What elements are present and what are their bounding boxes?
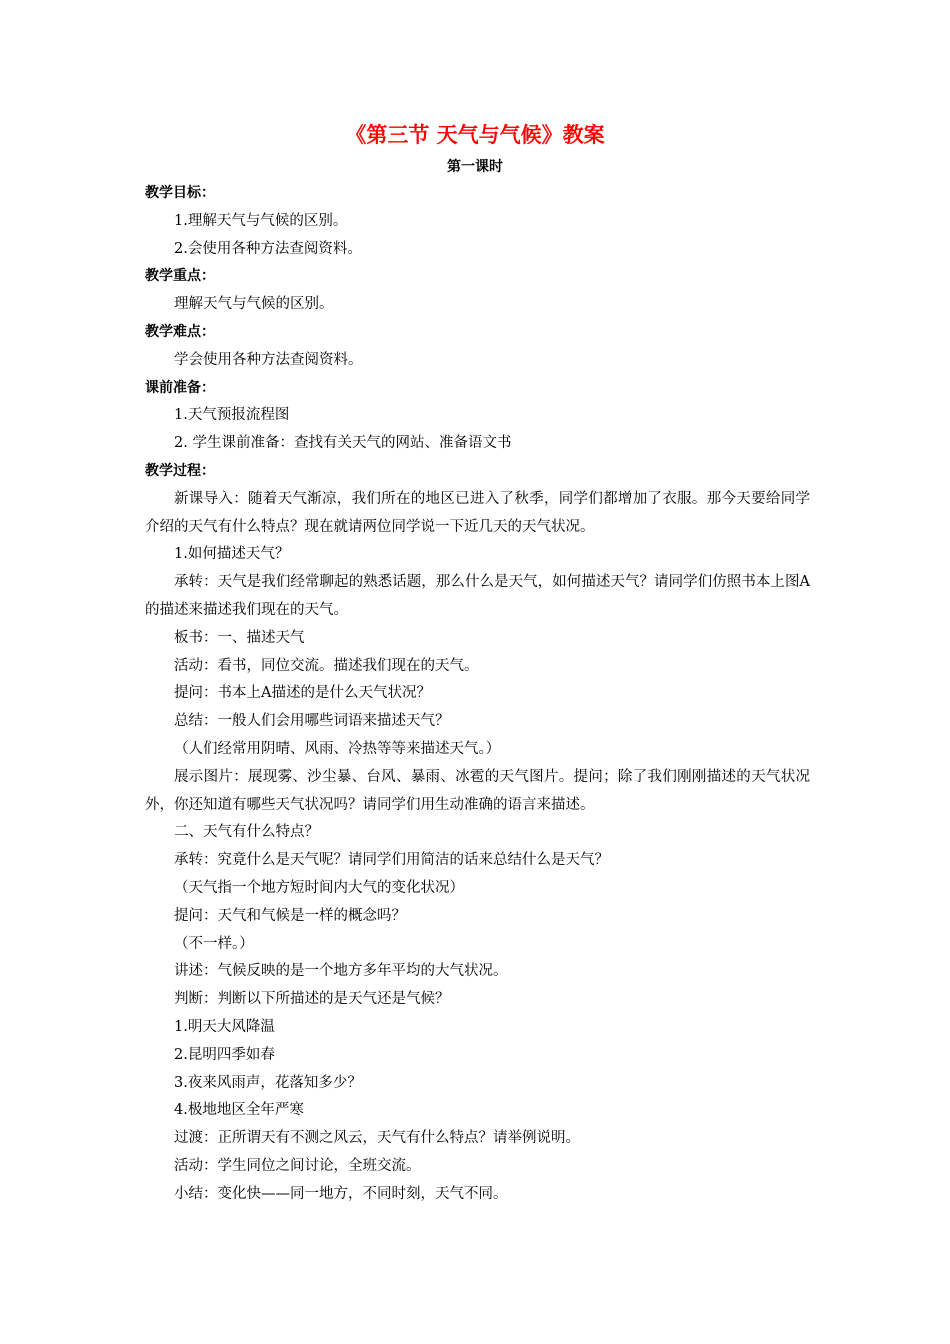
document-body	[145, 180, 810, 1208]
preparation-heading: 课前准备：	[145, 379, 215, 396]
difficulties-text: 学会使用各种方法查阅资料。	[174, 351, 363, 368]
process-paragraph: （天气指一个地方短时间内大气的变化状况）	[174, 879, 464, 896]
process-paragraph: 承转：天气是我们经常聊起的熟悉话题，那么什么是天气，如何描述天气？请同学们仿照书本上图A的描述来描述我们现在的天气。	[145, 574, 810, 618]
difficulties-heading: 教学难点：	[145, 323, 215, 340]
process-paragraph: 提问：书本上A描述的是什么天气状况？	[174, 685, 431, 702]
process-paragraph: 过渡：正所谓天有不测之风云，天气有什么特点？请举例说明。	[174, 1130, 580, 1147]
process-paragraph: 新课导入：随着天气渐凉，我们所在的地区已进入了秋季，同学们都增加了衣服。那今天要给同学介绍的天气有什么特点？现在就请两位同学说一下近几天的天气状况。	[145, 490, 810, 535]
process-paragraph: 讲述：气候反映的是一个地方多年平均的大气状况。	[174, 963, 508, 980]
process-paragraph: 二、天气有什么特点？	[174, 824, 319, 841]
process-heading: 教学过程：	[145, 462, 215, 479]
process-paragraph: 展示图片：展现雾、沙尘暴、台风、暴雨、冰雹的天气图片。提问；除了我们刚刚描述的天气状况外，你还知道有哪些天气状况吗？请同学们用生动准确的语言来描述。	[145, 768, 810, 813]
process-paragraph: 活动：看书，同位交流。描述我们现在的天气。	[174, 657, 479, 674]
process-paragraph: （人们经常用阴晴、风雨、冷热等等来描述天气。）	[174, 740, 501, 757]
process-paragraph: 小结：变化快——同一地方，不同时刻，天气不同。	[174, 1185, 508, 1202]
process-paragraph: 1.明天大风降温	[174, 1018, 275, 1035]
process-paragraph: 1.如何描述天气？	[174, 546, 290, 563]
process-paragraph: 4.极地地区全年严寒	[174, 1102, 304, 1119]
preparation-item: 2. 学生课前准备：查找有关天气的网站、准备语文书	[174, 435, 512, 452]
process-paragraph: 承转：究竟什么是天气呢？请同学们用简洁的话来总结什么是天气？	[174, 852, 609, 869]
process-paragraph: 板书：一、描述天气	[174, 629, 305, 646]
process-paragraph: （不一样。）	[174, 935, 254, 952]
process-paragraph: 判断：判断以下所描述的是天气还是气候？	[174, 991, 450, 1008]
key-points-heading: 教学重点：	[145, 268, 215, 285]
objectives-heading: 教学目标：	[145, 185, 215, 201]
process-paragraph: 3.夜来风雨声，花落知多少？	[174, 1074, 362, 1091]
process-paragraph: 提问：天气和气候是一样的概念吗？	[174, 907, 406, 924]
objective-item: 1.理解天气与气候的区别。	[174, 212, 348, 229]
process-paragraph: 2.昆明四季如春	[174, 1046, 275, 1063]
objective-item: 2.会使用各种方法查阅资料。	[174, 240, 362, 257]
process-paragraph: 活动：学生同位之间讨论，全班交流。	[174, 1157, 421, 1174]
document-title: 《第三节 天气与气候》教案	[345, 123, 605, 147]
document-subtitle: 第一课时	[447, 159, 503, 175]
process-paragraph: 总结：一般人们会用哪些词语来描述天气？	[174, 713, 450, 730]
key-points-text: 理解天气与气候的区别。	[174, 296, 334, 313]
preparation-item: 1.天气预报流程图	[174, 407, 290, 424]
